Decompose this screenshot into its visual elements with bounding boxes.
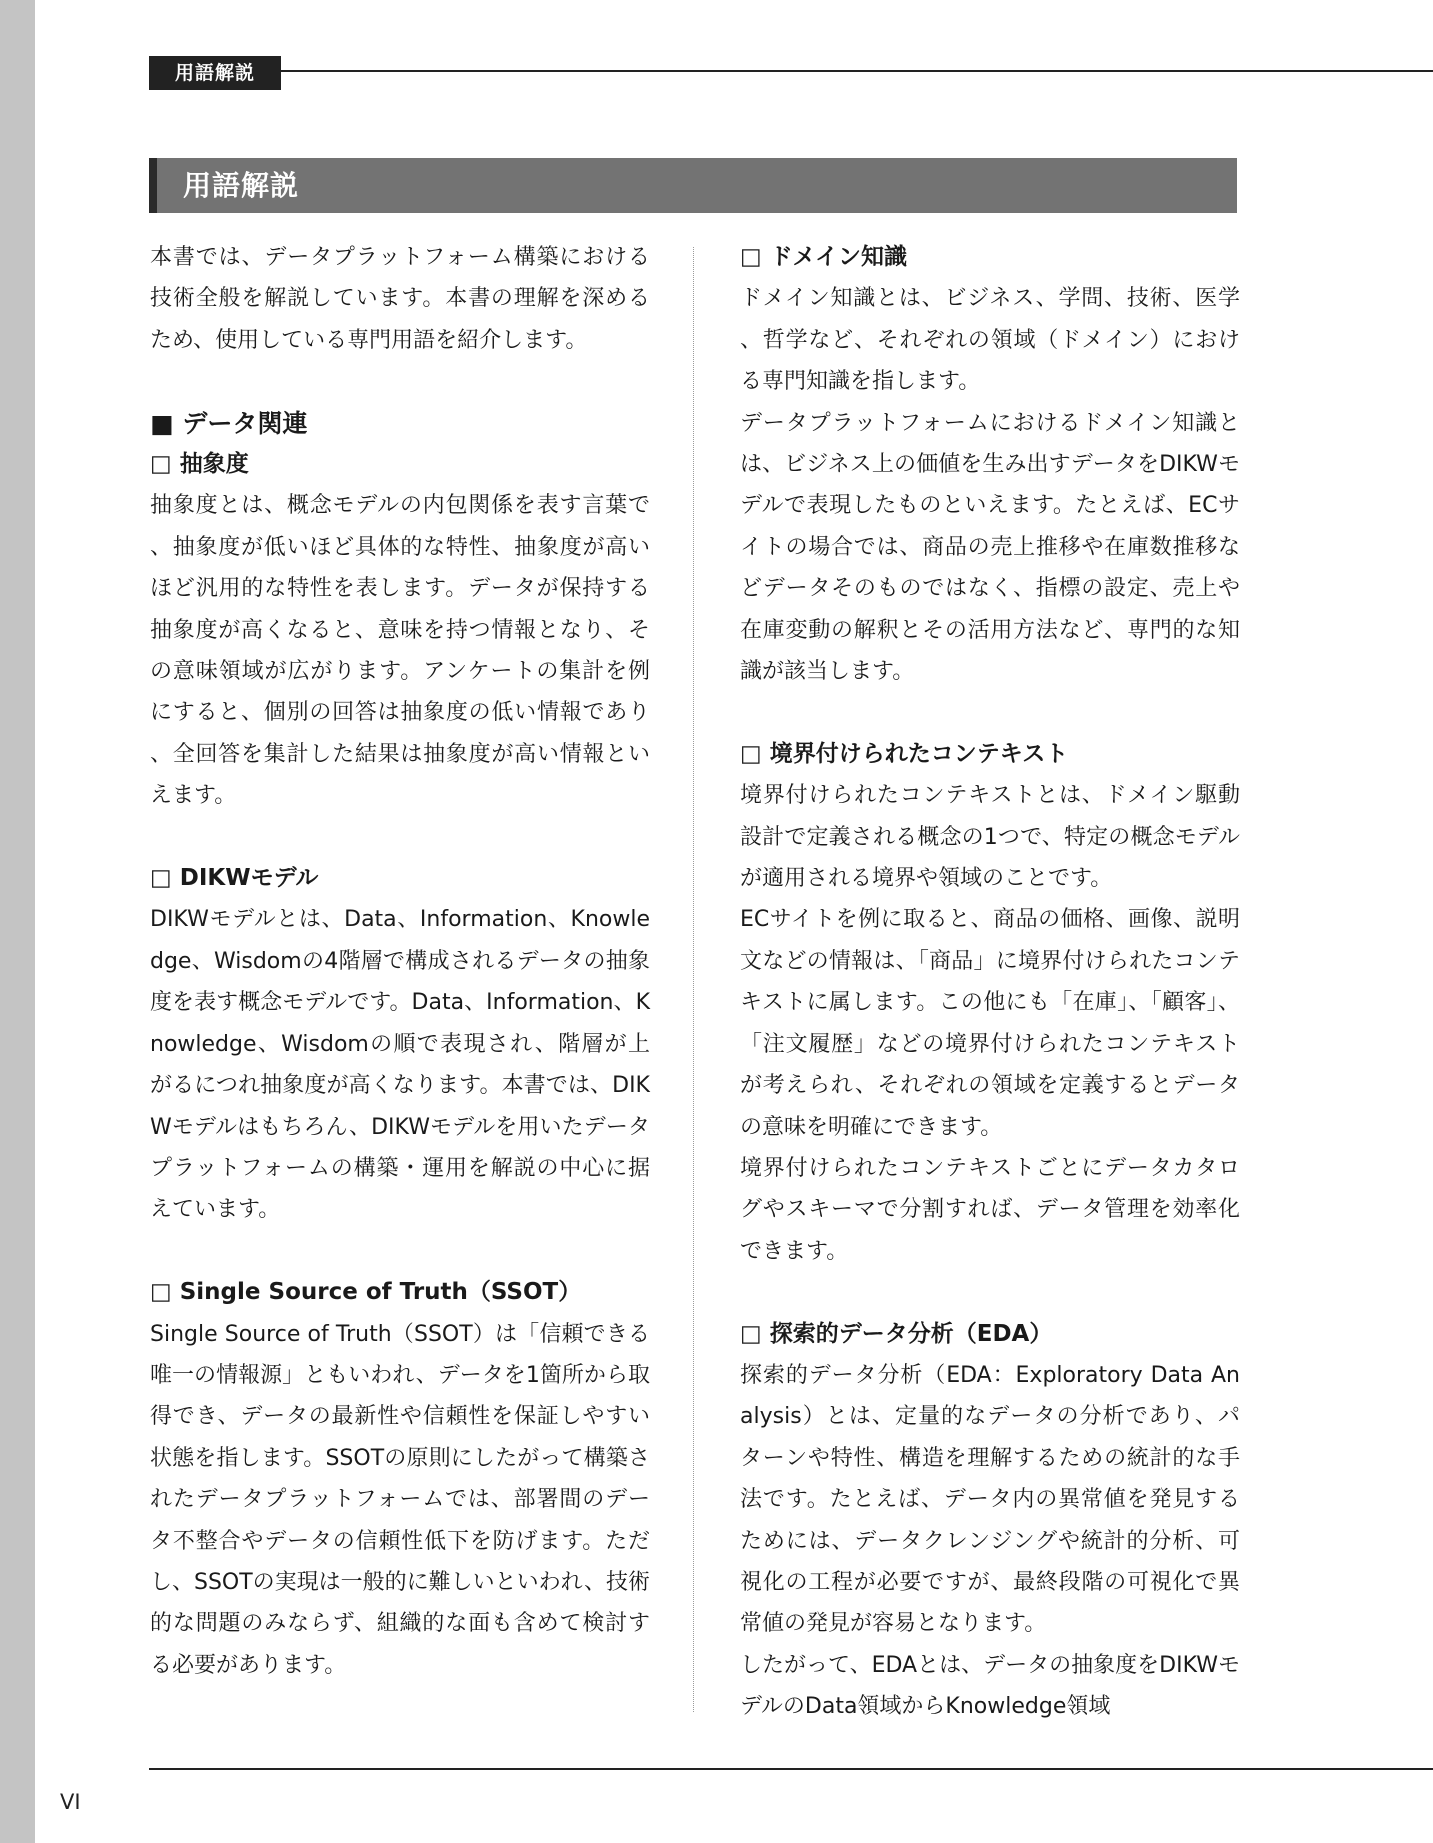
term-body: Single Source of Truth（SSOT）は「信頼できる唯一の情報源」ともいわれ、データを1箇所から取得でき、データの最新性や信頼性を保証しやすい状態を指します。SSOTの原則にしたがって構築されたデータプラットフォームでは、部署間のデータ不整合やデータの信頼性低下を防げます。ただし、SSOTの実現は一般的に難しいといわれ、技術的な問題のみならず、組織的な面も含めて検討する必要があります。 xyxy=(150,1321,651,1678)
term-body: 境界付けられたコンテキストとは、ドメイン駆動設計で定義される概念の1つで、特定の概念モデルが適用される境界や領域のことです。 xyxy=(740,783,1240,892)
right-column xyxy=(740,237,1240,1728)
term-body: したがって、EDAとは、データの抽象度をDIKWモデルのData領域からKnowledge領域 xyxy=(740,1652,1240,1720)
term-heading: □ ドメイン知識 xyxy=(740,244,908,270)
term-body: 抽象度とは、概念モデルの内包関係を表す言葉で、抽象度が低いほど具体的な特性、抽象度が高いほど汎用的な特性を表します。データが保持する抽象度が高くなると、意味を持つ情報となり、その意味領域が広がります。アンケートの集計を例にすると、個別の回答は抽象度の低い情報であり、全回答を集計した結果は抽象度が高い情報といえます。 xyxy=(150,493,650,809)
term-heading: □ Single Source of Truth（SSOT） xyxy=(150,1279,582,1306)
term-heading: □ DIKWモデル xyxy=(150,865,319,892)
term-body: ECサイトを例に取ると、商品の価格、画像、説明文などの情報は、「商品」に境界付けられたコンテキストに属します。この他にも「在庫」、「顧客」、「注文履歴」などの境界付けられたコンテキストが考えられ、それぞれの領域を定義するとデータの意味を明確にできます。 xyxy=(740,907,1240,1140)
column-divider xyxy=(693,247,694,1712)
footer-rule xyxy=(149,1768,1433,1770)
section-banner xyxy=(149,158,1237,213)
term-body: 境界付けられたコンテキストごとにデータカタログやスキーマで分割すれば、データ管理を効率化できます。 xyxy=(740,1155,1240,1264)
term-body: ドメイン知識とは、ビジネス、学問、技術、医学、哲学など、それぞれの領域（ドメイン）における専門知識を指します。 xyxy=(740,286,1240,395)
intro-paragraph: 本書では、データプラットフォーム構築における技術全般を解説しています。本書の理解を深めるため、使用している専門用語を紹介します。 xyxy=(150,245,650,353)
side-strip xyxy=(0,0,35,1843)
term-body: DIKWモデルとは、Data、Information、Knowledge、Wisdomの4階層で構成されるデータの抽象度を表す概念モデルです。Data、Information、Knowledge、Wisdomの順で表現され、階層が上がるにつれ抽象度が高くなります。本書では、DIKWモデルはもちろん、DIKWモデルを用いたデータプラットフォームの構築・運用を解説の中心に据えています。 xyxy=(150,907,650,1223)
category-heading: ■ データ関連 xyxy=(150,408,308,438)
term-heading: □ 境界付けられたコンテキスト xyxy=(740,740,1069,767)
header-rule xyxy=(281,70,1433,72)
running-header-tag: 用語解説 xyxy=(149,56,281,90)
left-column xyxy=(150,237,650,1686)
term-body: データプラットフォームにおけるドメイン知識とは、ビジネス上の価値を生み出すデータをDIKWモデルで表現したものといえます。たとえば、ECサイトの場合では、商品の売上推移や在庫数推移などデータそのものではなく、指標の設定、売上や在庫変動の解釈とその活用方法など、専門的な知識が該当します。 xyxy=(740,410,1240,685)
section-title: 用語解説 xyxy=(183,169,300,202)
term-body: 探索的データ分析（EDA：Exploratory Data Analysis）とは、定量的なデータの分析であり、パターンや特性、構造を理解するための統計的な手法です。たとえば、データ内の異常値を発見するためには、データクレンジングや統計的分析、可視化の工程が必要ですが、最終段階の可視化で異常値の発見が容易となります。 xyxy=(740,1362,1240,1637)
term-heading: □ 抽象度 xyxy=(150,451,249,478)
page-number: VI xyxy=(60,1790,81,1814)
term-heading: □ 探索的データ分析（EDA） xyxy=(740,1320,1053,1347)
